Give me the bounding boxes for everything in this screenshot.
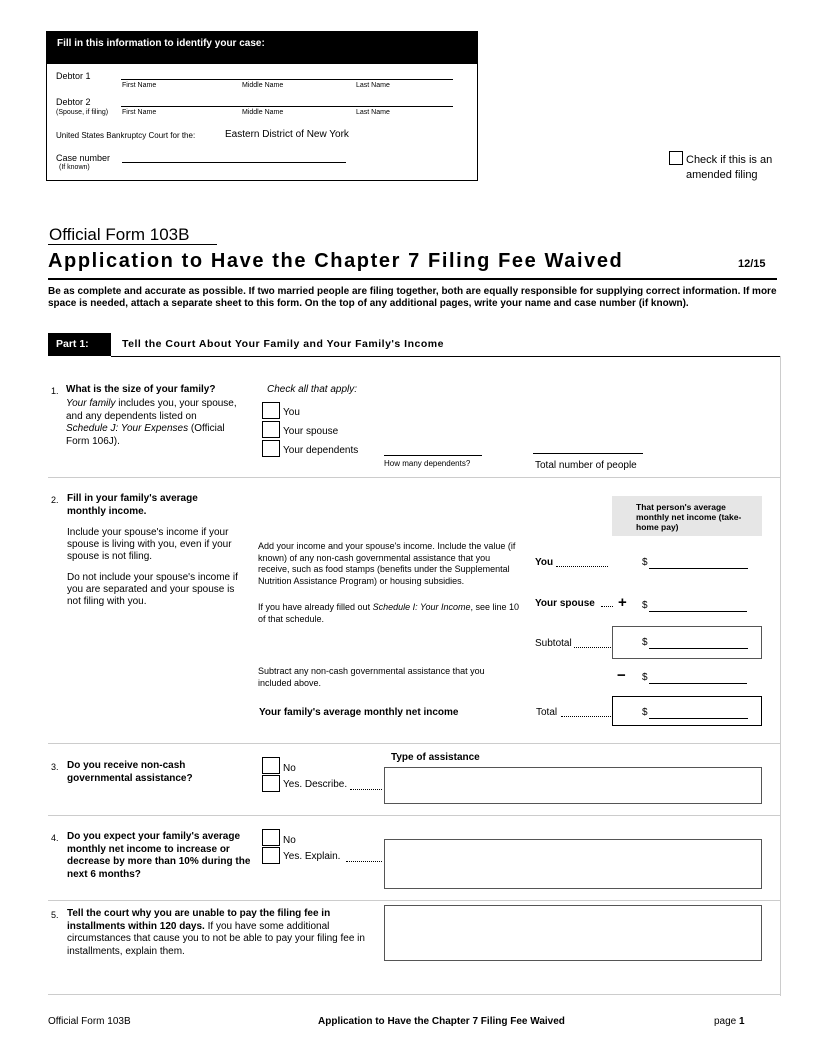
q2-subtract-amount-field[interactable] [649, 683, 747, 684]
q5-question-rest: If you have some additional circumstances that cause you to not be able to pay your filing fee in installments, explain them. [67, 920, 365, 957]
q2-question-line1: Fill in your family's average [67, 493, 198, 504]
court-value[interactable]: Eastern District of New York [225, 129, 349, 140]
q2-subtotal-amount-field[interactable] [649, 648, 748, 649]
debtor1-last-name-caption: Last Name [356, 82, 390, 89]
amended-label [686, 153, 772, 183]
q2-you-dollar: $ [642, 557, 648, 568]
q3-question: Do you receive non-cash governmental assistance? [67, 760, 193, 784]
q3-yes-leader [350, 781, 382, 790]
q2-spouse-amount-field[interactable] [649, 611, 747, 612]
debtor1-first-name-caption: First Name [122, 82, 157, 89]
q3-type-header: Type of assistance [391, 752, 480, 763]
q2-column-header: That person's average monthly net income (take-home pay) [612, 496, 762, 536]
q2-you-label: You [535, 557, 554, 568]
q2-total-label: Total [536, 707, 558, 718]
q1-number: 1. [51, 386, 59, 396]
q2-question-line2: monthly income. [67, 505, 147, 517]
form-intro: Be as complete and accurate as possible. If two married people are filing together, both are equally responsible for supplying correct information. If more space is needed, attach a separate sheet to this form. On the top of any additional pages, write your name and case number (if known). [48, 286, 777, 309]
footer-title: Application to Have the Chapter 7 Filing Fee Waived [318, 1016, 565, 1027]
q1-check-all: Check all that apply: [267, 384, 358, 395]
q2-spouse-label: Your spouse [535, 598, 595, 609]
q4-question: Do you expect your family's average monthly net income to increase or decrease by more than 10% during the next 6 months? [67, 831, 251, 880]
q2-total-leader [561, 708, 611, 717]
debtor2-first-name-caption: First Name [122, 109, 157, 116]
q2-total-box [612, 696, 762, 726]
q1-description [66, 398, 241, 448]
case-number-field[interactable] [122, 162, 346, 163]
part1-tag: Part 1: [48, 333, 111, 356]
q1-desc2: (Official Form 106J). [66, 423, 225, 447]
q4-no-checkbox[interactable] [262, 829, 280, 846]
q2-subtract-instructions: Subtract any non-cash governmental assistance that you included above. [258, 666, 485, 688]
case-info-header: Fill in this information to identify your case: [47, 32, 477, 64]
amended-line1: Check if this is an [686, 154, 773, 166]
q2-question [67, 493, 198, 518]
q2-plus-sign: + [618, 594, 627, 611]
q2-subtotal-dollar: $ [642, 637, 648, 648]
q2-number: 2. [51, 495, 59, 505]
q1-divider [48, 477, 781, 478]
debtor2-label: Debtor 2 [56, 97, 91, 107]
part1-title: Tell the Court About Your Family and Your Family's Income [122, 338, 444, 350]
q4-divider [48, 900, 781, 901]
q2-minus-sign: − [617, 667, 626, 684]
q2-instructions-schedule-i [258, 602, 523, 625]
q4-yes-leader [346, 853, 382, 862]
q1-spouse-checkbox[interactable] [262, 421, 280, 438]
q3-divider [48, 815, 781, 816]
amended-line2: amended filing [686, 169, 758, 181]
title-rule [48, 278, 777, 280]
q2-desc-a: Include your spouse's income if your spouse is living with you, even if your spouse is not filing. [67, 527, 232, 562]
footer-page-number: 1 [739, 1016, 745, 1027]
q4-yes-checkbox[interactable] [262, 847, 280, 864]
part1-rule [111, 356, 781, 357]
official-form-label: Official Form 103B [49, 225, 190, 244]
q1-you-checkbox[interactable] [262, 402, 280, 419]
q2-family-total-label: Your family's average monthly net income [259, 707, 459, 718]
q2-desc-b: Do not include your spouse's income if you are separated and your spouse is not filing with you. [67, 572, 238, 607]
q2-divider [48, 743, 781, 744]
q1-dependents-checkbox[interactable] [262, 440, 280, 457]
q2-you-leader [556, 558, 608, 567]
q5-number: 5. [51, 910, 59, 920]
q3-no-checkbox[interactable] [262, 757, 280, 774]
q1-total-people-field[interactable] [533, 453, 643, 454]
form-title: Application to Have the Chapter 7 Filing Fee Waived [48, 250, 624, 272]
case-number-sub: (If known) [59, 164, 90, 171]
q5-question-bold: Tell the court why you are unable to pay the filing fee in installments within 120 days. [67, 908, 331, 932]
debtor2-name-field[interactable] [121, 106, 453, 107]
q1-dependents-count-field[interactable] [384, 455, 482, 456]
q2-total-dollar: $ [642, 707, 648, 718]
q1-desc-italic2: Schedule J: Your Expenses [66, 423, 189, 434]
q1-desc-italic1: Your family [66, 398, 116, 409]
q3-number: 3. [51, 762, 59, 772]
q4-explain-textbox[interactable] [384, 839, 762, 889]
debtor1-label: Debtor 1 [56, 71, 91, 81]
q1-question: What is the size of your family? [66, 384, 216, 395]
footer-form-number: Official Form 103B [48, 1016, 131, 1027]
q5-explain-textbox[interactable] [384, 905, 762, 961]
q1-you-label: You [283, 407, 300, 418]
court-label: United States Bankruptcy Court for the: [56, 131, 196, 140]
footer-page-label: page [714, 1016, 737, 1027]
q3-describe-textbox[interactable] [384, 767, 762, 804]
footer-page [714, 1016, 745, 1027]
q2-you-amount-field[interactable] [649, 568, 748, 569]
q1-desc1: includes you, your spouse, and any dependents listed on [66, 398, 237, 422]
q2-spouse-leader [601, 598, 613, 607]
q1-total-people-caption: Total number of people [535, 460, 637, 471]
bottom-border [48, 994, 781, 995]
debtor2-sub: (Spouse, if filing) [56, 109, 109, 116]
q2-subtract-dollar: $ [642, 672, 648, 683]
q1-spouse-label: Your spouse [283, 426, 339, 437]
q3-no-label: No [283, 763, 296, 774]
q3-yes-label: Yes. Describe. [283, 779, 348, 790]
form-version: 12/15 [738, 258, 766, 270]
q4-yes-label: Yes. Explain. [283, 851, 341, 862]
q2-instr2-b: , see line 10 of that schedule. [258, 602, 520, 624]
q2-instr2-italic: Schedule I: Your Income [372, 602, 471, 612]
q2-instructions: Add your income and your spouse's income. Include the value (if known) of any non-cash governmental assistance that you receive, such as food stamps (benefits under the Supplemental Nutrition Assistance Program) or housing subsidies. [258, 541, 516, 586]
amended-checkbox[interactable] [669, 151, 683, 165]
debtor2-middle-name-caption: Middle Name [242, 109, 284, 116]
q2-subtotal-box [612, 626, 762, 659]
debtor2-last-name-caption: Last Name [356, 109, 390, 116]
q3-yes-checkbox[interactable] [262, 775, 280, 792]
debtor1-name-field[interactable] [121, 79, 453, 80]
debtor1-middle-name-caption: Middle Name [242, 82, 284, 89]
q5-question [67, 908, 367, 958]
q2-total-amount-field[interactable] [649, 718, 748, 719]
q1-dependents-label: Your dependents [283, 445, 359, 456]
q2-spouse-dollar: $ [642, 600, 648, 611]
official-form-underline [48, 244, 217, 245]
q1-how-many-caption: How many dependents? [384, 459, 471, 468]
case-number-label: Case number [56, 153, 111, 163]
q4-number: 4. [51, 833, 59, 843]
q4-no-label: No [283, 835, 296, 846]
q2-subtotal-label: Subtotal [535, 638, 572, 649]
q2-instr2-a: If you have already filled out [258, 602, 373, 612]
q2-subtotal-leader [574, 639, 611, 648]
